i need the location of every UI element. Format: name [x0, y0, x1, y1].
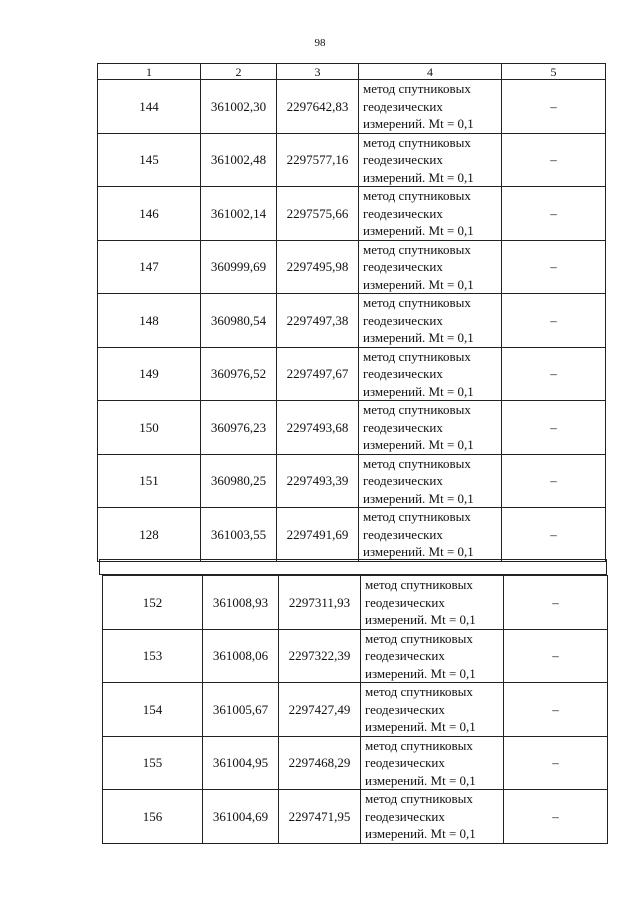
- method-cell: [359, 187, 502, 241]
- method-cell: [359, 401, 502, 455]
- y-coordinate-cell: 2297311,93: [279, 576, 361, 630]
- point-number-cell: 151: [98, 454, 201, 508]
- method-line: измерений. Mt = 0,1: [363, 223, 474, 238]
- point-number-cell: 146: [98, 187, 201, 241]
- x-coordinate-cell: 361008,06: [203, 629, 279, 683]
- method-line: метод спутниковых: [363, 295, 471, 310]
- method-line: метод спутниковых: [363, 455, 471, 471]
- method-line: метод спутниковых: [365, 791, 473, 806]
- table-row: [103, 790, 608, 844]
- x-coordinate-cell: 360999,69: [201, 240, 277, 294]
- method-cell: [359, 508, 502, 562]
- y-coordinate-cell: 2297468,29: [279, 736, 361, 790]
- y-coordinate-cell: 2297493,39: [277, 454, 359, 508]
- y-coordinate-cell: 2297642,83: [277, 80, 359, 134]
- method-line: геодезических: [363, 152, 443, 167]
- point-number-cell: 149: [98, 347, 201, 401]
- method-line: измерений. Mt = 0,1: [363, 437, 474, 452]
- method-line: геодезических: [365, 594, 445, 610]
- method-line: метод спутниковых: [363, 241, 471, 257]
- y-coordinate-cell: 2297493,68: [277, 401, 359, 455]
- method-line: метод спутниковых: [363, 348, 471, 364]
- method-line: измерений. Mt = 0,1: [365, 826, 476, 841]
- table-row: [103, 629, 608, 683]
- method-line: измерений. Mt = 0,1: [365, 665, 476, 681]
- method-cell: [361, 736, 504, 790]
- x-coordinate-cell: 361002,48: [201, 133, 277, 187]
- method-line: метод спутниковых: [365, 577, 473, 592]
- method-line: метод спутниковых: [363, 402, 471, 417]
- table-row: [98, 401, 606, 455]
- method-line: геодезических: [365, 808, 445, 824]
- table-row: [98, 133, 606, 187]
- note-cell: –: [504, 629, 608, 683]
- table-row: [103, 683, 608, 737]
- point-number-cell: 152: [103, 576, 203, 630]
- page-number: 98: [314, 37, 326, 49]
- y-coordinate-cell: 2297427,49: [279, 683, 361, 737]
- table-row: [98, 294, 606, 348]
- x-coordinate-cell: 360980,25: [201, 454, 277, 508]
- method-line: измерений. Mt = 0,1: [363, 490, 474, 506]
- y-coordinate-cell: 2297497,67: [277, 347, 359, 401]
- y-coordinate-cell: 2297577,16: [277, 133, 359, 187]
- table-row: [98, 240, 606, 294]
- x-coordinate-cell: 361005,67: [203, 683, 279, 737]
- table-row: [98, 187, 606, 241]
- method-cell: [359, 80, 502, 134]
- point-number-cell: 154: [103, 683, 203, 737]
- x-coordinate-cell: 361008,93: [203, 576, 279, 630]
- method-line: измерений. Mt = 0,1: [363, 169, 474, 185]
- note-cell: –: [502, 401, 606, 455]
- method-line: измерений. Mt = 0,1: [363, 544, 474, 559]
- method-line: измерений. Mt = 0,1: [365, 719, 476, 734]
- header-col-3: 3: [277, 64, 359, 80]
- note-cell: –: [504, 790, 608, 844]
- y-coordinate-cell: 2297491,69: [277, 508, 359, 562]
- point-number-cell: 155: [103, 736, 203, 790]
- note-cell: –: [504, 683, 608, 737]
- method-cell: [359, 133, 502, 187]
- table-row: [98, 508, 606, 562]
- method-line: метод спутниковых: [363, 188, 471, 203]
- point-number-cell: 145: [98, 133, 201, 187]
- method-line: метод спутниковых: [365, 684, 473, 699]
- coordinates-table-bottom-body: [103, 576, 608, 844]
- y-coordinate-cell: 2297495,98: [277, 240, 359, 294]
- point-number-cell: 150: [98, 401, 201, 455]
- note-cell: –: [502, 454, 606, 508]
- method-line: геодезических: [365, 648, 445, 663]
- point-number-cell: 128: [98, 508, 201, 562]
- method-cell: [359, 240, 502, 294]
- method-line: измерений. Mt = 0,1: [363, 383, 474, 399]
- note-cell: –: [502, 294, 606, 348]
- note-cell: –: [502, 508, 606, 562]
- y-coordinate-cell: 2297497,38: [277, 294, 359, 348]
- table-row: [98, 454, 606, 508]
- table-section-divider: [99, 559, 607, 575]
- method-line: геодезических: [363, 259, 443, 274]
- method-line: геодезических: [365, 755, 445, 770]
- x-coordinate-cell: 361002,14: [201, 187, 277, 241]
- method-cell: [361, 790, 504, 844]
- method-line: геодезических: [363, 205, 443, 221]
- table-row: [103, 576, 608, 630]
- note-cell: –: [504, 736, 608, 790]
- coordinates-table-top: [97, 63, 606, 562]
- x-coordinate-cell: 360976,23: [201, 401, 277, 455]
- y-coordinate-cell: 2297471,95: [279, 790, 361, 844]
- method-line: геодезических: [363, 526, 443, 542]
- method-cell: [361, 576, 504, 630]
- method-line: измерений. Mt = 0,1: [363, 116, 474, 131]
- method-line: метод спутниковых: [365, 737, 473, 753]
- note-cell: –: [502, 80, 606, 134]
- method-line: геодезических: [363, 312, 443, 328]
- method-line: геодезических: [363, 366, 443, 381]
- method-line: геодезических: [365, 701, 445, 717]
- table-row: [103, 736, 608, 790]
- point-number-cell: 156: [103, 790, 203, 844]
- method-cell: [359, 294, 502, 348]
- method-line: метод спутниковых: [363, 134, 471, 150]
- method-line: геодезических: [363, 473, 443, 488]
- method-line: измерений. Mt = 0,1: [363, 330, 474, 345]
- note-cell: –: [502, 347, 606, 401]
- header-col-1: 1: [98, 64, 201, 80]
- method-line: измерений. Mt = 0,1: [365, 772, 476, 788]
- method-line: измерений. Mt = 0,1: [365, 612, 476, 627]
- x-coordinate-cell: 360980,54: [201, 294, 277, 348]
- x-coordinate-cell: 361004,69: [203, 790, 279, 844]
- table-header-row: [98, 64, 606, 80]
- method-line: метод спутниковых: [365, 630, 473, 646]
- table-row: [98, 80, 606, 134]
- point-number-cell: 147: [98, 240, 201, 294]
- note-cell: –: [502, 187, 606, 241]
- y-coordinate-cell: 2297322,39: [279, 629, 361, 683]
- header-col-2: 2: [201, 64, 277, 80]
- point-number-cell: 148: [98, 294, 201, 348]
- table-row: [98, 347, 606, 401]
- header-col-4: 4: [359, 64, 502, 80]
- x-coordinate-cell: 360976,52: [201, 347, 277, 401]
- x-coordinate-cell: 361003,55: [201, 508, 277, 562]
- method-cell: [361, 629, 504, 683]
- note-cell: –: [504, 576, 608, 630]
- y-coordinate-cell: 2297575,66: [277, 187, 359, 241]
- method-line: геодезических: [363, 98, 443, 114]
- coordinates-table-top-body: [98, 64, 606, 562]
- header-col-5: 5: [502, 64, 606, 80]
- x-coordinate-cell: 361002,30: [201, 80, 277, 134]
- x-coordinate-cell: 361004,95: [203, 736, 279, 790]
- method-line: метод спутниковых: [363, 509, 471, 524]
- method-line: геодезических: [363, 419, 443, 435]
- method-line: измерений. Mt = 0,1: [363, 276, 474, 292]
- note-cell: –: [502, 240, 606, 294]
- note-cell: –: [502, 133, 606, 187]
- method-cell: [359, 347, 502, 401]
- point-number-cell: 144: [98, 80, 201, 134]
- method-line: метод спутниковых: [363, 81, 471, 96]
- method-cell: [359, 454, 502, 508]
- coordinates-table-bottom: [102, 575, 608, 844]
- point-number-cell: 153: [103, 629, 203, 683]
- method-cell: [361, 683, 504, 737]
